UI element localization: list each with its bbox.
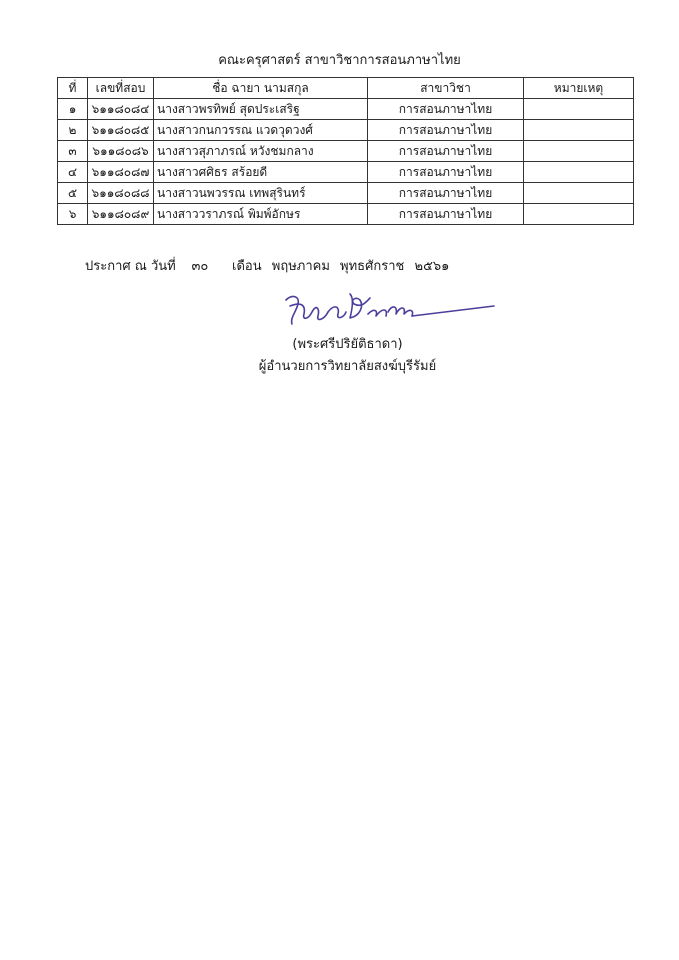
- cell-no: ๓: [58, 141, 88, 162]
- announcement-label: ประกาศ ณ วันที่: [85, 259, 176, 274]
- signature-icon: [280, 286, 500, 334]
- cell-no: ๕: [58, 183, 88, 204]
- cell-remark: [524, 120, 634, 141]
- header-remark: หมายเหตุ: [524, 78, 634, 99]
- cell-name: นางสาวสุภาภรณ์ หวังชมกลาง: [154, 141, 368, 162]
- cell-remark: [524, 183, 634, 204]
- signer-name: (พระศรีปริยัติธาดา): [292, 337, 403, 352]
- cell-name: นางสาวกนกวรรณ แวดวุดวงศ์: [154, 120, 368, 141]
- signer-position: ผู้อำนวยการวิทยาลัยสงฆ์บุรีรัมย์: [258, 359, 437, 374]
- cell-no: ๑: [58, 99, 88, 120]
- document-heading: คณะครุศาสตร์ สาขาวิชาการสอนภาษาไทย: [218, 53, 461, 68]
- table-row: [58, 141, 634, 162]
- cell-major: การสอนภาษาไทย: [368, 99, 524, 120]
- cell-major: การสอนภาษาไทย: [368, 120, 524, 141]
- cell-major: การสอนภาษาไทย: [368, 162, 524, 183]
- cell-no: ๒: [58, 120, 88, 141]
- cell-major: การสอนภาษาไทย: [368, 141, 524, 162]
- announcement-month: พฤษภาคม: [271, 259, 330, 274]
- cell-name: นางสาวนพวรรณ เทพสุรินทร์: [154, 183, 368, 204]
- cell-no: ๔: [58, 162, 88, 183]
- header-name: ชื่อ ฉายา นามสกุล: [154, 78, 368, 99]
- table-row: [58, 204, 634, 225]
- cell-name: นางสาวศศิธร สร้อยดี: [154, 162, 368, 183]
- cell-exam-id: ๖๑๑๘๐๘๖: [88, 141, 154, 162]
- announcement-year-label: พุทธศักราช: [340, 259, 405, 274]
- announcement-month-label: เดือน: [232, 259, 262, 274]
- announcement-year: ๒๕๖๑: [414, 259, 450, 274]
- header-no: ที่: [58, 78, 88, 99]
- table-header-row: [58, 78, 634, 99]
- cell-remark: [524, 204, 634, 225]
- announcement-line: [85, 258, 449, 276]
- header-exam-id: เลขที่สอบ: [88, 78, 154, 99]
- cell-name: นางสาวพรทิพย์ สุดประเสริฐ: [154, 99, 368, 120]
- cell-exam-id: ๖๑๑๘๐๘๔: [88, 99, 154, 120]
- cell-exam-id: ๖๑๑๘๐๘๘: [88, 183, 154, 204]
- signer-block: [0, 334, 679, 378]
- cell-exam-id: ๖๑๑๘๐๘๙: [88, 204, 154, 225]
- table-row: [58, 99, 634, 120]
- cell-name: นางสาววราภรณ์ พิมพ์อักษร: [154, 204, 368, 225]
- cell-no: ๖: [58, 204, 88, 225]
- cell-exam-id: ๖๑๑๘๐๘๗: [88, 162, 154, 183]
- table-row: [58, 183, 634, 204]
- cell-exam-id: ๖๑๑๘๐๘๕: [88, 120, 154, 141]
- cell-remark: [524, 99, 634, 120]
- handwritten-signature: [280, 286, 500, 334]
- cell-major: การสอนภาษาไทย: [368, 183, 524, 204]
- table-row: [58, 162, 634, 183]
- roster-table: [57, 77, 634, 225]
- cell-remark: [524, 141, 634, 162]
- cell-remark: [524, 162, 634, 183]
- announcement-day: ๓๐: [191, 259, 209, 274]
- table-row: [58, 120, 634, 141]
- header-major: สาขาวิชา: [368, 78, 524, 99]
- cell-major: การสอนภาษาไทย: [368, 204, 524, 225]
